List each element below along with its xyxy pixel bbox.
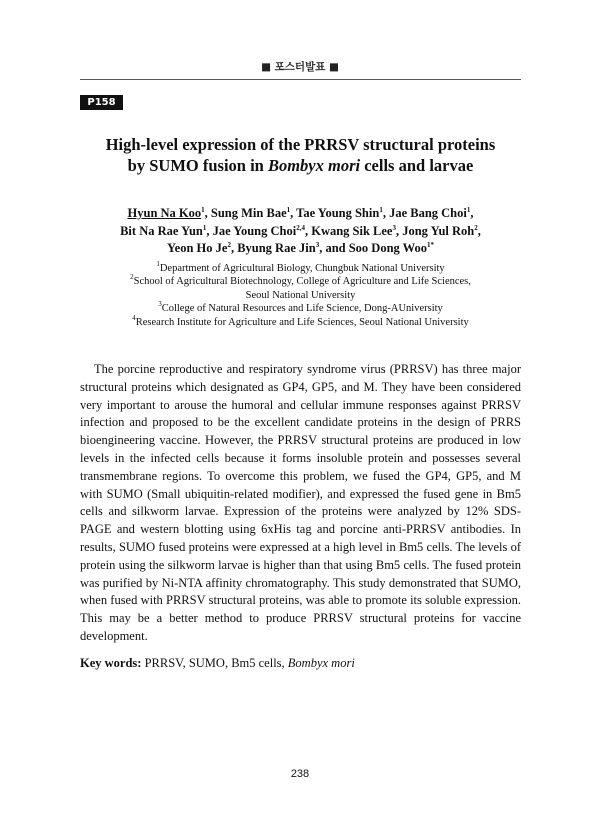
poster-id-badge: P158 bbox=[80, 95, 123, 110]
affiliation-line bbox=[80, 262, 521, 275]
author-affiliation-marker: 1* bbox=[426, 241, 434, 249]
keywords-species: Bombyx mori bbox=[287, 656, 355, 670]
author-affiliation-marker: 3 bbox=[392, 223, 396, 232]
affiliation-text: School of Agricultural Biotechnology, College of Agriculture and Life Sciences, bbox=[133, 276, 471, 288]
abstract-body: The porcine reproductive and respiratory syndrome virus (PRRSV) has three major structural proteins which designated as GP4, GP5, and M. They have been considered very important to arouse the humoral and cellular immune responses against PRRSV infection and proposed to be the excellent candidate proteins in the design of PRRS bioengineering vaccine. However, the PRRSV structural proteins are produced in low levels in the infected cells because it forms insoluble protein and possesses several transmembrane regions. To overcome this problem, we fused the GP4, GP5, and M with SUMO (Small ubiquitin-related modifier), and expressed the fused gene in Bm5 cells and silkworm larvae. Expression of the proteins were analyzed by 12% SDS-PAGE and western blotting using 6xHis tag and porcine anti-PRRSV antibodies. In results, SUMO fused proteins were expressed at a high level in Bm5 cells. The levels of protein using the silkworm larvae is higher than that using Bm5 cells. The fused protein was purified by Ni-NTA affinity chromatography. This study demonstrated that SUMO, when fused with PRRSV structural proteins, was able to promote its soluble expression. This may be a better method to produce PRRSV structural proteins for vaccine development. bbox=[80, 362, 521, 643]
keywords-list: PRRSV, SUMO, Bm5 cells, bbox=[141, 656, 288, 670]
header-rule bbox=[80, 79, 521, 80]
author-name: Bit Na Rae Yun bbox=[120, 223, 203, 238]
author-affiliation-marker: 1 bbox=[201, 206, 205, 214]
affiliation-text: Department of Agricultural Biology, Chungbuk National University bbox=[159, 263, 445, 274]
author-affiliation-marker: 1 bbox=[286, 206, 291, 214]
keywords-label: Key words: bbox=[80, 656, 142, 670]
affiliation-line bbox=[80, 302, 521, 315]
author-name: Sung Min Bae bbox=[210, 206, 287, 220]
keywords bbox=[80, 655, 521, 672]
author-affiliation-marker: 1 bbox=[466, 206, 471, 214]
affiliation-text: College of Natural Resources and Life Science, Dong-AUniversity bbox=[161, 303, 443, 315]
author-affiliation-marker: 3 bbox=[315, 241, 320, 249]
affiliation-marker: 1 bbox=[156, 260, 160, 268]
affiliation-line bbox=[80, 313, 521, 329]
affiliation-text: Research Institute for Agriculture and Life Sciences, Seoul National University bbox=[135, 316, 469, 328]
title-line-2-start: by SUMO fusion in bbox=[127, 156, 268, 175]
author-name: Jong Yul Roh bbox=[402, 223, 475, 238]
author-name: Byung Rae Jin bbox=[237, 241, 316, 255]
author-affiliation-marker: 2 bbox=[474, 223, 478, 232]
author-affiliation-marker: 2 bbox=[227, 241, 231, 249]
affiliation-marker: 3 bbox=[158, 300, 162, 309]
author-name: Jae Young Choi bbox=[212, 223, 297, 238]
section-header-label: ■ 포스터발표 ■ bbox=[261, 61, 339, 73]
title-line-2-end: cells and larvae bbox=[360, 156, 474, 175]
affiliation-marker: 4 bbox=[132, 313, 136, 322]
author-affiliation-marker: 1 bbox=[379, 206, 383, 214]
author-affiliation-marker: 2,4 bbox=[296, 223, 305, 232]
author-name: Yeon Ho Je bbox=[167, 241, 228, 255]
author-affiliation-marker: 1 bbox=[202, 223, 207, 232]
affiliation-marker: 2 bbox=[130, 273, 134, 282]
paper-title bbox=[80, 134, 521, 176]
author-name: Jae Bang Choi bbox=[389, 206, 467, 220]
author-name: Soo Dong Woo bbox=[348, 241, 427, 255]
affiliation-line bbox=[80, 275, 521, 288]
affiliation-text: Seoul National University bbox=[245, 289, 356, 301]
title-species-name: Bombyx mori bbox=[267, 156, 361, 175]
author-name: Hyun Na Koo bbox=[127, 206, 202, 220]
author-name: Tae Young Shin bbox=[296, 206, 380, 220]
affiliation-list bbox=[80, 262, 521, 329]
affiliation-line bbox=[80, 289, 521, 302]
author-list: Hyun Na Koo$^1$, Sung Min Bae$^1$, Tae Young Shin$^1$, Jae Bang Choi$^1$, Bit Na Rae Yun$^1$, Jae Young Choi$^{2,4}$, Kwang Sik Lee$^3$, Jong Yul Roh$^2$, Yeon Ho Je$^2$, Byung Rae Jin$^3$, and Soo Dong Woo$^{1*}$ bbox=[120, 206, 481, 255]
page-number: 238 bbox=[290, 768, 310, 780]
author-name: Kwang Sik Lee bbox=[311, 223, 393, 238]
title-line-1: High-level expression of the PRRSV structural proteins bbox=[105, 135, 496, 154]
